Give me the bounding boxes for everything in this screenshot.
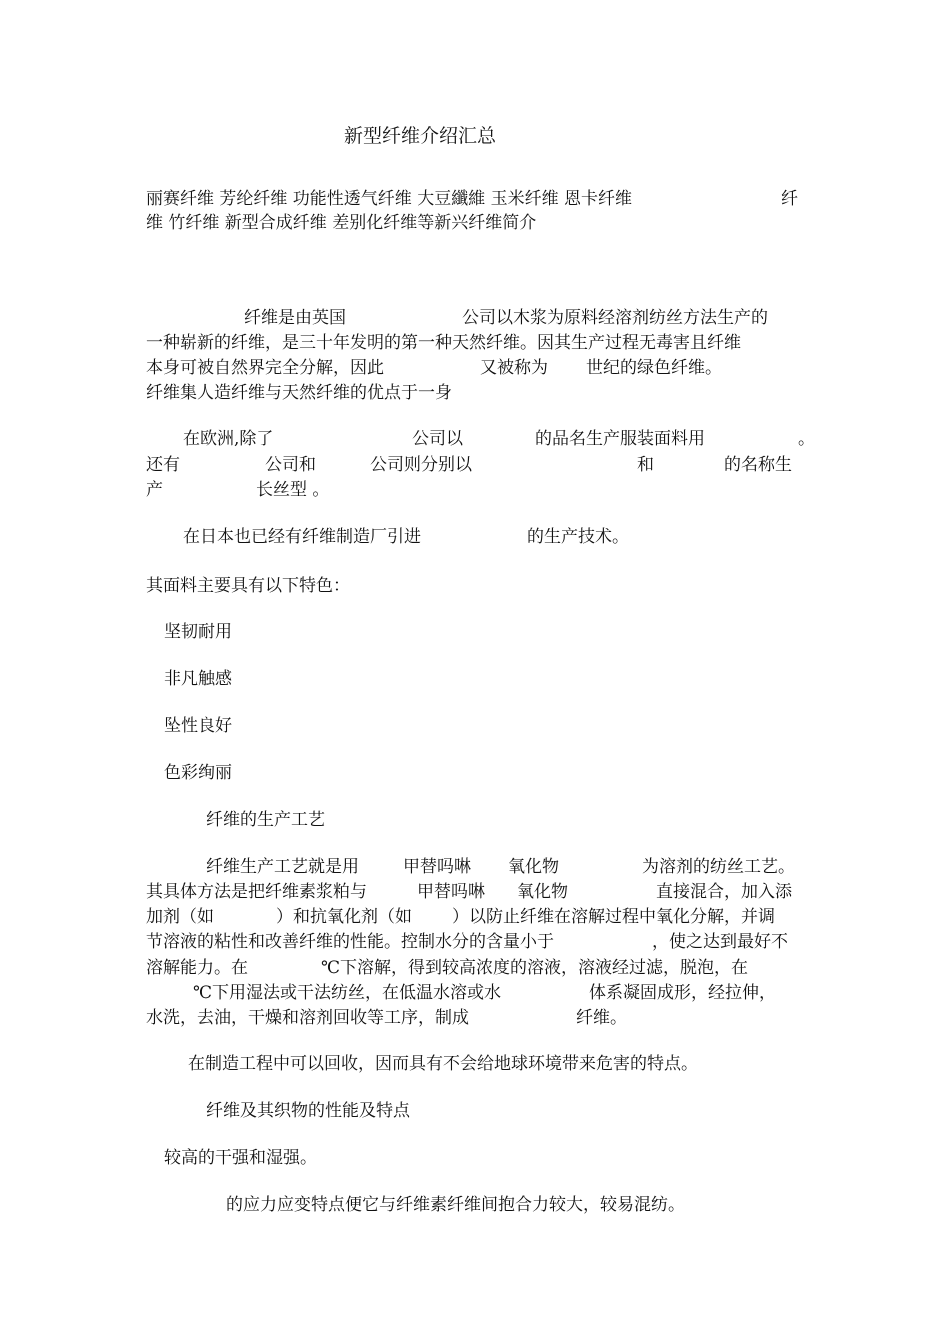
p1-line-4: 纤维集人造纤维与天然纤维的优点于一身 <box>146 383 452 403</box>
p1-line-2: 一种崭新的纤维，是三十年发明的第一种天然纤维。因其生产过程无毒害且纤维 <box>146 333 741 353</box>
recycle-sentence: 在制造工程中可以回收，因而具有不会给地球环境带来危害的特点。 <box>188 1054 698 1074</box>
features-intro: 其面料主要具有以下特色： <box>146 576 350 596</box>
document-title: 新型纤维介绍汇总 <box>344 125 497 147</box>
feature-item: 坚韧耐用 <box>164 622 232 642</box>
intro-line-1-end: 纤 <box>781 189 798 209</box>
feature-item: 色彩绚丽 <box>164 763 232 783</box>
property-strength: 较高的干强和湿强。 <box>164 1148 317 1168</box>
feature-item: 非凡触感 <box>164 669 232 689</box>
intro-line-1: 丽赛纤维 芳纶纤维 功能性透气纤维 大豆纖維 玉米纤维 恩卡纤维 <box>146 189 633 209</box>
section-heading-properties: 纤维及其织物的性能及特点 <box>206 1101 410 1121</box>
property-stress: 的应力应变特点便它与纤维素纤维间抱合力较大，较易混纺。 <box>226 1195 685 1215</box>
section-heading-process: 纤维的生产工艺 <box>206 810 325 830</box>
intro-line-2: 维 竹纤维 新型合成纤维 差别化纤维等新兴纤维简介 <box>146 213 537 233</box>
document-page: 新型纤维介绍汇总 丽赛纤维 芳纶纤维 功能性透气纤维 大豆纖維 玉米纤维 恩卡纤维 纤 维 竹纤维 新型合成纤维 差别化纤维等新兴纤维简介 纤维是由英国 公司以木浆为原料经溶剂纺丝方法生产的 一种崭新的纤维，是三十年发明的第一种天然纤维。因其生产过程无毒害且纤维 本身可被自然界完全分解，因此 又被称为 世纪的绿色纤维。 纤维集人造纤维与天然纤维的优点于一身 在欧洲,除了 公司以 的品名生产服装面料用 。 还有 公司和 公司则分别以 和 的名称生 产 长丝型 。 在日本也已经有纤维制造厂引进 的生产技术。 其面料主要具有以下特色： 坚韧耐用 非凡触感 坠性良好 色彩绚丽 纤维的生产工艺 纤维生产工艺就是用 甲替吗啉 氧化物 为溶剂的纺丝工艺。 其具体方法是把纤维素浆粕与 甲替吗啉 氧化物 直接混合，加入添 加剂（如 ）和抗氧化剂（如 ）以防止纤维在溶解过程中氧化分解，并调 节溶液的粘性和改善纤维的性能。控制水分的含量小于 ，使之达到最好不 溶解能力。在 ℃下溶解，得到较高浓度的溶液，溶液经过滤，脱泡，在 ℃下用湿法或干法纺丝，在低温水溶或水 体系凝固成形，经拉伸， 水洗，去油，干燥和溶剂回收等工序，制成 纤维。 在制造工程中可以回收，因而具有不会给地球环境带来危害的特点。 纤维及其织物的性能及特点 较高的干强和湿强。 的应力应变特点便它与纤维素纤维间抱合力较大，较易混纺。 <box>146 125 815 1215</box>
feature-item: 坠性良好 <box>164 716 232 736</box>
